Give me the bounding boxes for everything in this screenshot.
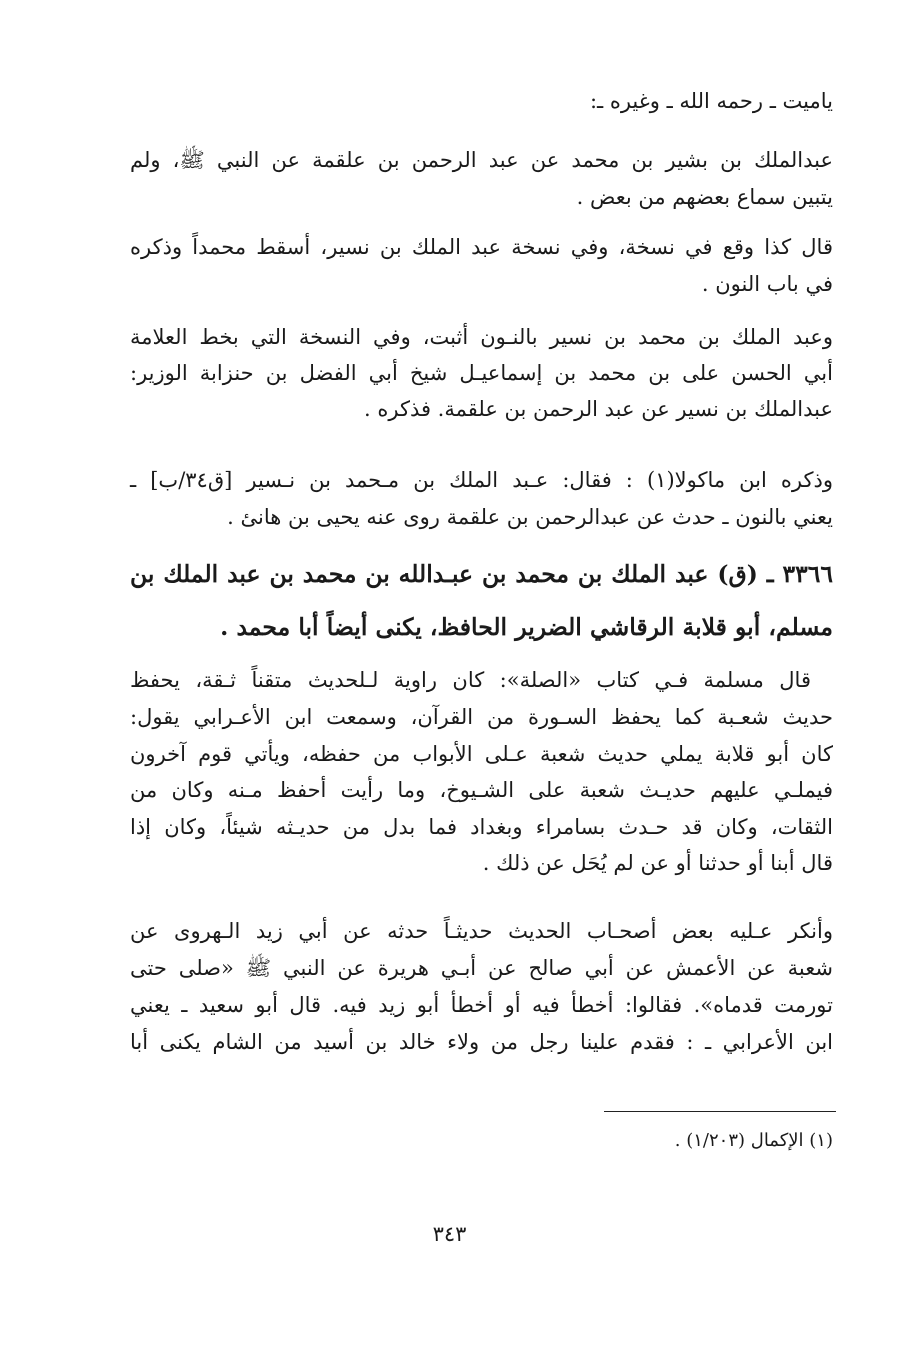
- entry-heading: مسلم، أبو قلابة الرقاشي الضرير الحافظ، يكنى أيضاً أبا محمد .: [220, 613, 833, 641]
- text-line: تورمت قدماه». فقالوا: أخطأ فيه أو أخطأ أبو زيد فيه. قال أبو سعيد ـ يعني: [130, 993, 833, 1017]
- text-line: شعبة عن الأعمش عن أبي صالح عن أبـي هريرة عن النبي ﷺ «صلى حتى: [130, 956, 833, 980]
- text-line: كان أبو قلابة يملي حديث شعبة عـلى الأبواب من حفظه، ويأتي قوم آخرون: [130, 742, 833, 766]
- text-line: في باب النون .: [701, 272, 833, 296]
- page-number: ٣٤٣: [432, 1222, 467, 1246]
- text-line: قال مسلمة فـي كتاب «الصلة»: كان راوية لـلحديث متقناً ثـقة، يحفظ: [130, 668, 811, 692]
- text-line: فيملـي عليهم حديـث شعبة على الشـيوخ، وما رأيت أحفظ مـنه وكان من: [130, 778, 833, 802]
- footnote-divider: [604, 1111, 836, 1112]
- text-line: عبدالملك بن نسير عن عبد الرحمن بن علقمة. فذكره .: [364, 397, 833, 421]
- text-line: وأنكر عـليه بعض أصحـاب الحديث حديثـاً حدثه عن أبي زيد الـهروى عن: [130, 919, 833, 943]
- text-line: قال أبنا أو حدثنا أو عن لم يُحَل عن ذلك .: [482, 851, 833, 875]
- text-line: الثقات، وكان قد حـدث بسامراء وبغداد فما بدل من حديـثه شيئاً، وكان إذا: [130, 815, 833, 839]
- text-line: ابن الأعرابي ـ : فقدم علينا رجل من ولاء خالد بن أسيد من الشام يكنى أبا: [130, 1030, 833, 1054]
- text-line-continuation: ياميت ـ رحمه الله ـ وغيره ـ:: [589, 89, 833, 113]
- entry-heading: ٣٣٦٦ ـ (ق) عبد الملك بن محمد بن عبـدالله بن محمد بن عبد الملك بن: [130, 560, 833, 588]
- text-line: يتبين سماع بعضهم من بعض .: [576, 185, 833, 209]
- text-line: حديث شعـبة كما يحفظ السـورة من القرآن، وسمعت ابن الأعـرابي يقول:: [130, 705, 833, 729]
- text-line: وعبد الملك بن محمد بن نسير بالنـون أثبت، وفي النسخة التي بخط العلامة: [130, 325, 833, 349]
- text-line: أبي الحسن على بن محمد بن إسماعيـل شيخ أبي الفضل بن حنزابة الوزير:: [130, 361, 833, 385]
- text-line: عبدالملك بن بشير بن محمد عن عبد الرحمن بن علقمة عن النبي ﷺ، ولم: [130, 148, 833, 172]
- text-line: قال كذا وقع في نسخة، وفي نسخة عبد الملك بن نسير، أسقط محمداً وذكره: [130, 235, 833, 259]
- text-line: يعني بالنون ـ حدث عن عبدالرحمن بن علقمة روى عنه يحيى بن هانئ .: [227, 505, 833, 529]
- text-line-with-footnote-ref: وذكره ابن ماكولا(١) : فقال: عـبد الملك بن مـحمد بن نـسير [ق٣٤/ب] ـ: [130, 468, 833, 492]
- footnote: (١) الإكمال (١/٢٠٣) .: [674, 1130, 833, 1151]
